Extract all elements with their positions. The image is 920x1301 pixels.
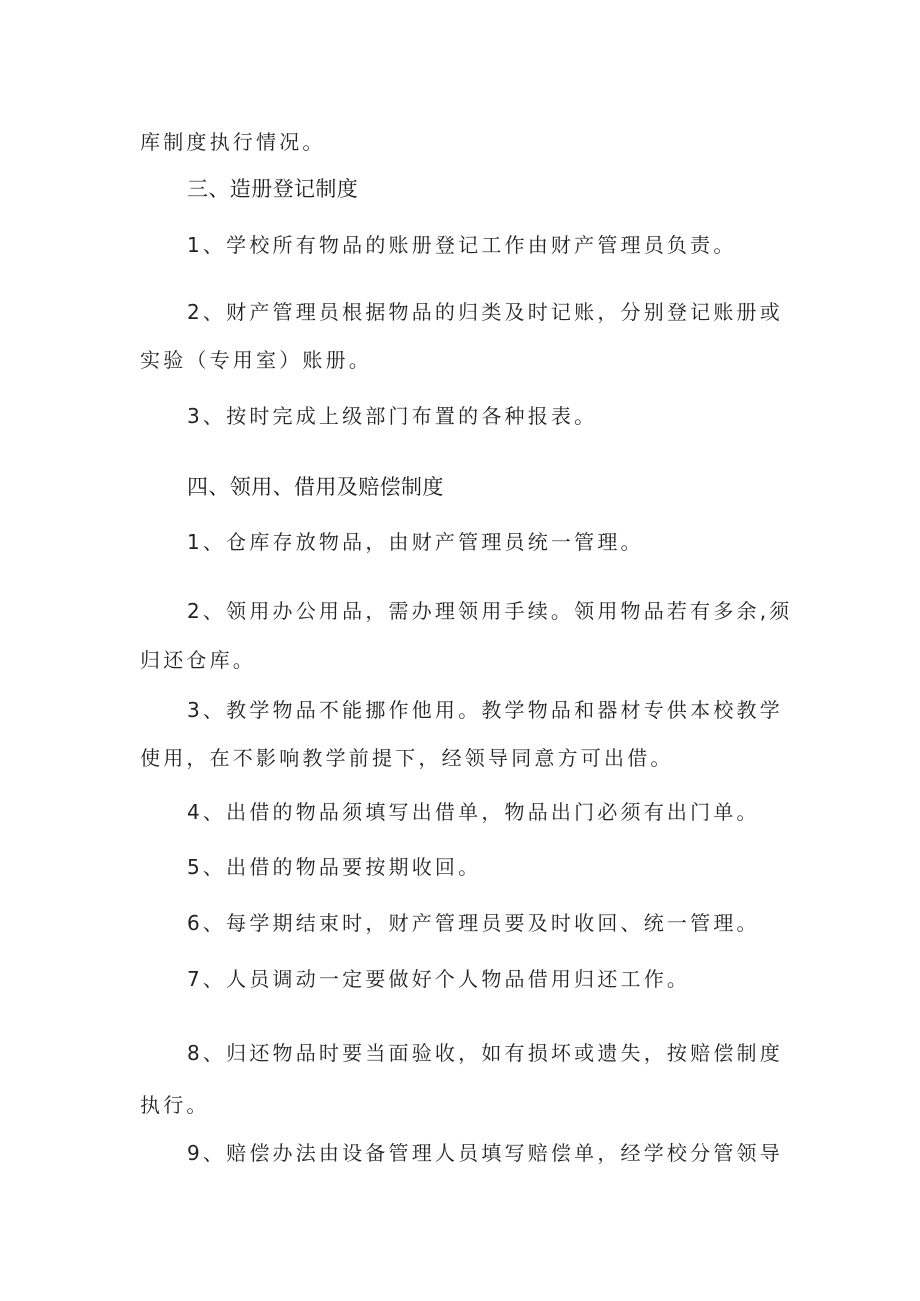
section-4-item-4: 4、出借的物品须填写出借单，物品出门必须有出门单。 [187, 800, 760, 824]
section-4-item-3: 3、教学物品不能挪作他用。教学物品和器材专供本校教学 [187, 698, 783, 722]
section-4-item-8-continuation: 执行。 [140, 1093, 210, 1117]
section-heading-4: 四、领用、借用及赔偿制度 [187, 475, 444, 499]
section-4-item-6: 6、每学期结束时，财产管理员要及时收回、统一管理。 [187, 911, 760, 935]
section-4-item-1: 1、仓库存放物品，由财产管理员统一管理。 [187, 530, 644, 554]
section-4-item-9: 9、赔偿办法由设备管理人员填写赔偿单，经学校分管领导 [187, 1141, 783, 1165]
section-heading-3: 三、造册登记制度 [187, 177, 359, 201]
section-4-item-2-continuation: 归还仓库。 [140, 648, 256, 672]
section-3-item-2-continuation: 实验（专用室）账册。 [140, 348, 372, 372]
section-4-item-5: 5、出借的物品要按期收回。 [187, 855, 482, 879]
paragraph-continuation: 库制度执行情况。 [140, 130, 326, 154]
section-3-item-1: 1、学校所有物品的账册登记工作由财产管理员负责。 [187, 233, 737, 257]
section-4-item-7: 7、人员调动一定要做好个人物品借用归还工作。 [187, 967, 691, 991]
section-4-item-8: 8、归还物品时要当面验收，如有损坏或遗失，按赔偿制度 [187, 1041, 783, 1065]
section-3-item-2: 2、财产管理员根据物品的归类及时记账，分别登记账册或 [187, 300, 783, 324]
section-3-item-3: 3、按时完成上级部门布置的各种报表。 [187, 404, 598, 428]
section-4-item-2: 2、领用办公用品，需办理领用手续。领用物品若有多余,须 [187, 599, 793, 623]
section-4-item-3-continuation: 使用，在不影响教学前提下，经领导同意方可出借。 [140, 746, 674, 770]
